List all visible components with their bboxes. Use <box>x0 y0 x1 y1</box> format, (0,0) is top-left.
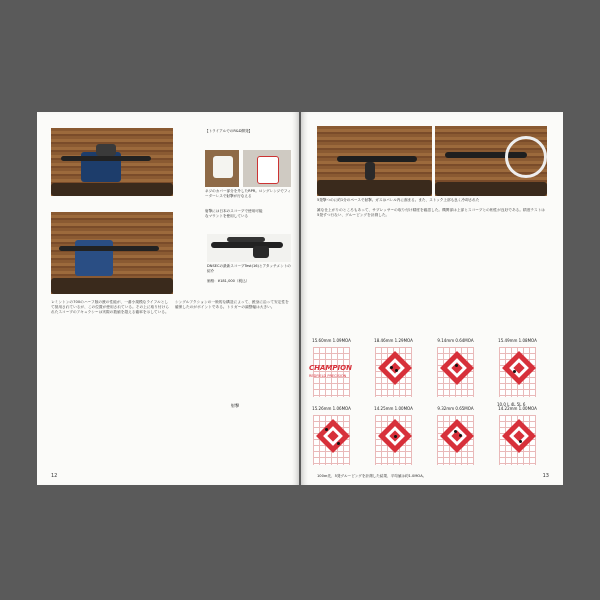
target-4-label: 15.49mm 1.08MOA <box>498 338 537 343</box>
target-6-label: 14.25mm 1.00MOA <box>374 406 413 411</box>
photo-target-wall <box>205 150 239 187</box>
bullet-hole <box>513 370 516 373</box>
body-text-right <box>317 208 547 332</box>
caption-top-right: 5発撃つのに約1分のペースで射撃。ガスはバレル内に溜まる。また、ストック上部も良く冷却された <box>317 198 480 202</box>
photo-target-close <box>243 150 291 187</box>
target-3-label: 9.14mm 0.64MOA <box>437 338 474 343</box>
body-text-right-content: 雑な仕上がりのところもあって、サプレッサーの取り付け精度を確認した。機関部は上部とスコープとの相性が良好である。精度テストは5発ずつ行ない、グルーピングを計測した。 <box>317 208 545 218</box>
bullet-hole <box>337 442 340 445</box>
page-number-right: 13 <box>542 473 549 479</box>
caption-photo-bottom-right: DNSECの最新スコープTest(16)とアタッチメントの紹介 <box>207 264 291 273</box>
target-8-label: 14.22mm 1.00MOA <box>498 406 537 411</box>
body-col2-text: シングルアクションの一般的な構造によって、銃身に沿って安定性を確保したのがポイントである。トリガーの調整幅は大きい。 <box>175 300 289 310</box>
caption-price: 価格：¥181,000（税込） <box>207 279 250 283</box>
target-1-label: 15.60mm 1.09MOA <box>312 338 351 343</box>
bullet-hole <box>519 440 522 443</box>
caption-photo-right-1: ネジのカバー部分を外したRPR。ロングレンジでフィーダーレスで射撃が行なえる <box>205 189 291 198</box>
extra-label: 10.0 <box>497 402 506 407</box>
targets-row-1 <box>311 340 557 404</box>
target-7 <box>435 408 476 468</box>
target-6 <box>373 408 414 468</box>
bullet-hole <box>459 434 462 437</box>
photo-rifle-smoke <box>435 126 547 196</box>
page-number-left: 12 <box>51 473 58 479</box>
extra-label: 4L <box>510 402 516 407</box>
target-8 <box>497 408 538 468</box>
photo-shooter-top <box>51 128 173 196</box>
target-5-label: 15.26mm 1.06MOA <box>312 406 351 411</box>
extra-label: 6 <box>522 402 526 407</box>
bullet-hole <box>395 369 398 372</box>
photo-shooter-bottom <box>51 212 173 294</box>
row2-extra-labels <box>497 402 525 407</box>
bullet-hole <box>394 435 397 438</box>
targets-row-2 <box>311 408 557 472</box>
target-4 <box>497 340 538 400</box>
extra-label: 5L <box>516 402 522 407</box>
bullet-hole <box>390 366 393 369</box>
bullet-hole <box>455 364 458 367</box>
bullet-hole <box>454 430 457 433</box>
brand-sub: REDFIELD PRECISION <box>309 374 347 378</box>
right-page <box>301 112 563 485</box>
section-title: 射撃 <box>230 403 240 408</box>
left-page <box>37 112 299 485</box>
caption-photo-right-2: 射撃には日本のスコープで使用可能なマウントを使用している <box>205 209 263 218</box>
extra-label: L <box>507 402 510 407</box>
target-7-label: 9.32mm 0.65MOA <box>437 406 474 411</box>
target-grid <box>313 347 350 397</box>
photo-rifle-bench <box>317 126 432 196</box>
body-column-2 <box>175 300 291 400</box>
photo-rifle-scope <box>207 234 291 262</box>
bullet-hole <box>325 428 328 431</box>
bottom-caption: 100ｍ先、5発グルーピングを計測した結果、平均値は約1.0MOA。 <box>317 474 427 478</box>
target-1 <box>311 340 352 400</box>
target-2-label: 18.46mm 1.29MOA <box>374 338 413 343</box>
target-2 <box>373 340 414 400</box>
caption-top: 【トライアルでのR&D開発】 <box>205 129 253 133</box>
brand-logo: CHAMPION <box>309 364 352 372</box>
target-3 <box>435 340 476 400</box>
body-col1-text: レミントンの700のハーフ版の銃の性能が、一番小規模なライフルとして採用されているが、この位置が使用されている。その上に取り付けられたスコープのアキュラシーは実際の数値を超える確率を示している。 <box>51 300 169 315</box>
body-column-1 <box>51 300 169 468</box>
target-5 <box>311 408 352 468</box>
